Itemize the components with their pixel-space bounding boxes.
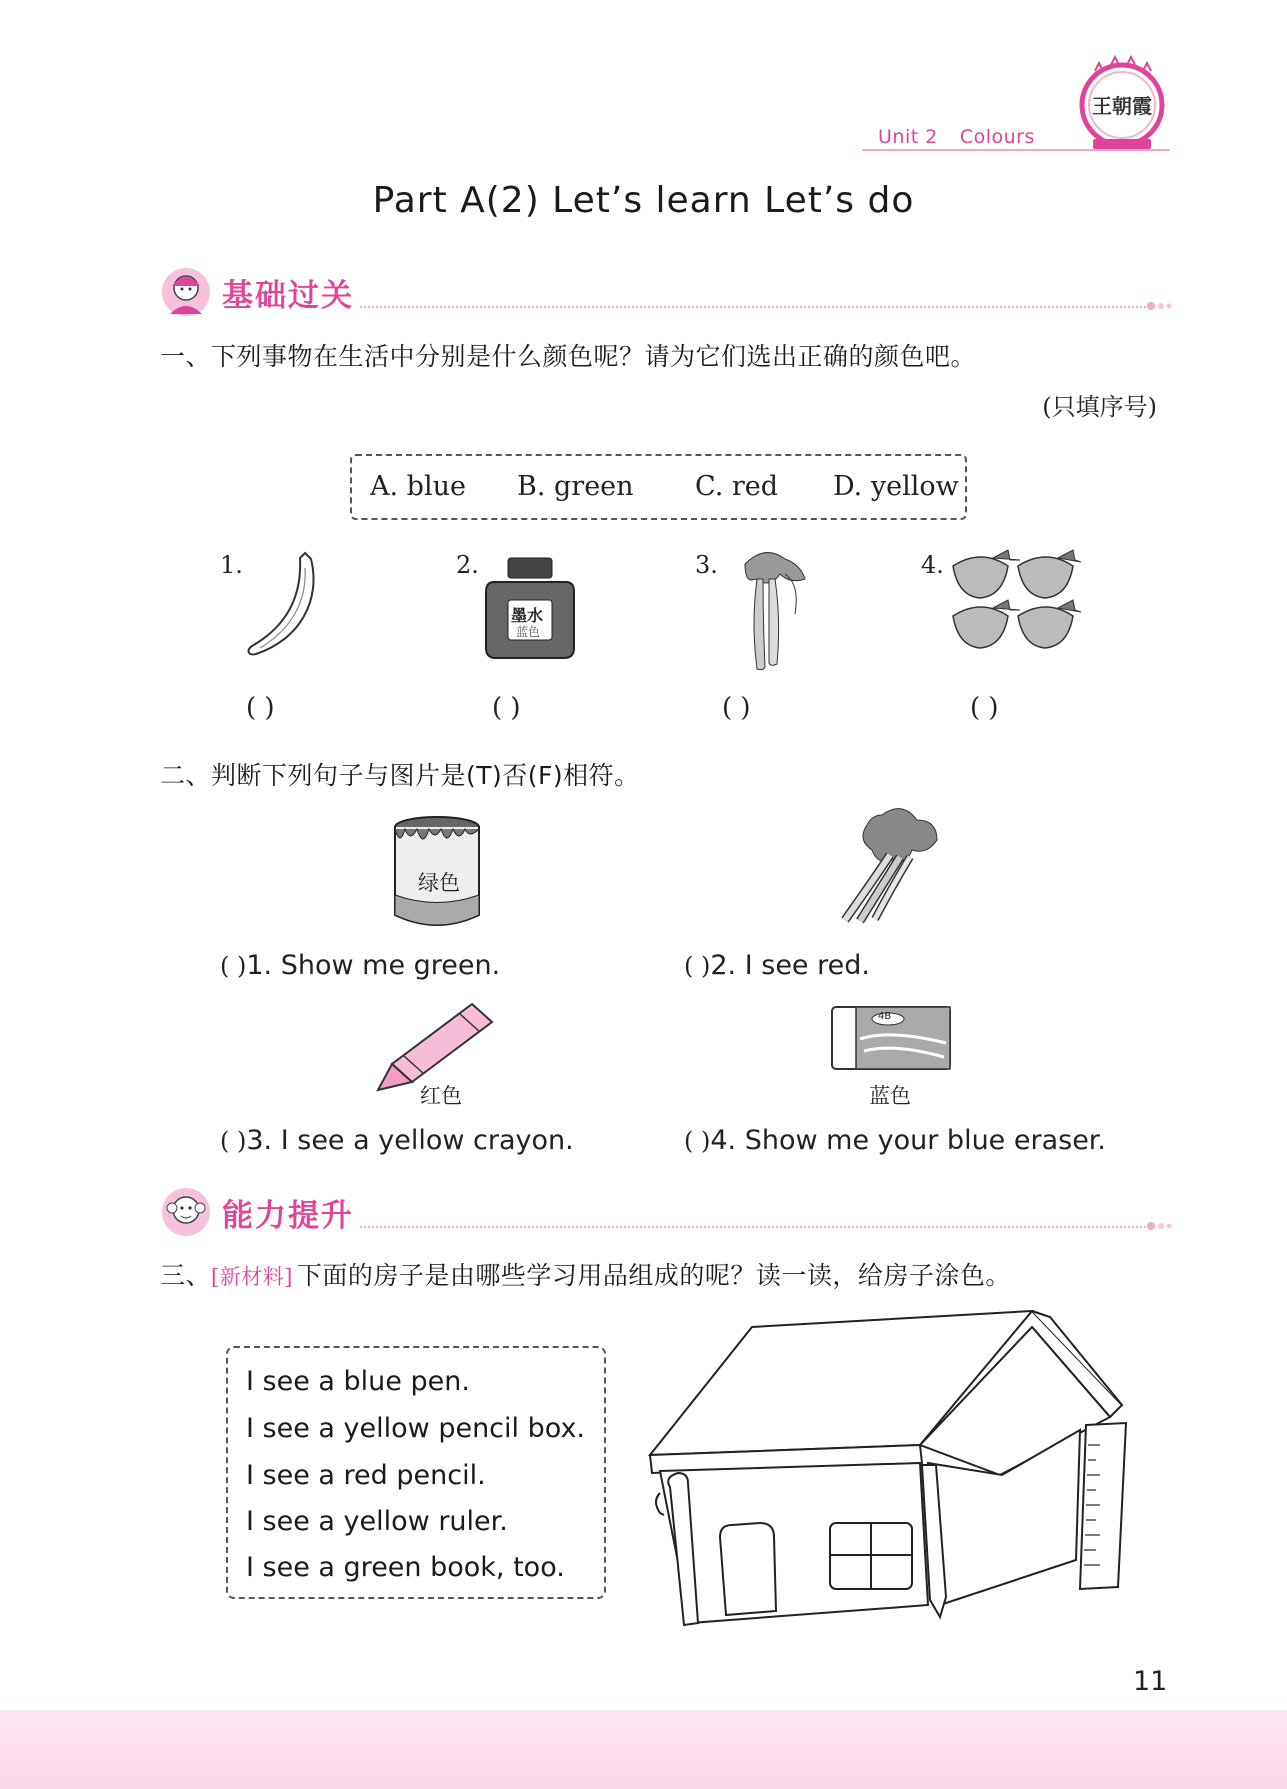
options-box xyxy=(350,454,967,520)
section-title: 能力提升 xyxy=(222,1198,354,1234)
item-3-number: 3. xyxy=(695,551,718,579)
section-basic-heading xyxy=(160,262,1160,322)
question-3-prefix: 三、 xyxy=(160,1261,212,1290)
item-4-answer[interactable]: ( ) xyxy=(970,693,999,723)
tf-item-4-text: 4. Show me your blue eraser. xyxy=(710,1125,1107,1156)
reading-line-5: I see a green book, too. xyxy=(246,1552,565,1583)
tf-item-1-text: 1. Show me green. xyxy=(246,950,501,981)
school-supplies-house-icon[interactable] xyxy=(640,1305,1130,1635)
question-3-text: 下面的房子是由哪些学习用品组成的呢？读一读，给房子涂色。 xyxy=(296,1261,1011,1290)
option-c: C. red xyxy=(695,471,779,502)
section-divider xyxy=(360,306,1150,308)
tf-item-4 xyxy=(684,1125,1106,1156)
item-3-answer[interactable]: ( ) xyxy=(722,693,751,723)
ink-sublabel: 蓝色 xyxy=(516,625,541,639)
tf-item-2-answer[interactable]: ( ) xyxy=(684,952,711,980)
logo-text: 王朝霞 xyxy=(1092,94,1152,118)
item-1-answer[interactable]: ( ) xyxy=(246,693,275,723)
item-2-answer[interactable]: ( ) xyxy=(492,693,521,723)
footer-band xyxy=(0,1710,1287,1789)
decorative-dots-icon xyxy=(1145,1218,1175,1234)
celery-icon xyxy=(832,805,944,925)
tf-item-2-text: 2. I see red. xyxy=(710,950,870,981)
question-1-prompt: 一、下列事物在生活中分别是什么颜色呢？请为它们选出正确的颜色吧。 xyxy=(160,342,977,371)
new-material-tag: [新材料] xyxy=(211,1265,293,1289)
paint-can-icon xyxy=(392,815,482,930)
ink-label: 墨水 xyxy=(511,606,544,625)
eraser-icon xyxy=(830,1005,952,1071)
eraser-label: 蓝色 xyxy=(869,1084,911,1108)
monkey-avatar-icon xyxy=(160,1186,212,1238)
page-number: 11 xyxy=(1133,1666,1168,1697)
tf-item-3-answer[interactable]: ( ) xyxy=(220,1127,247,1155)
crayon-icon xyxy=(374,1000,496,1092)
paint-can-label: 绿色 xyxy=(418,871,460,895)
crayon-label: 红色 xyxy=(420,1084,462,1108)
tf-item-1-answer[interactable]: ( ) xyxy=(220,952,247,980)
reading-line-2: I see a yellow pencil box. xyxy=(246,1413,586,1444)
header-rule xyxy=(862,149,1170,151)
banana-icon xyxy=(245,548,325,658)
reading-box xyxy=(226,1346,606,1599)
cucumber-icon xyxy=(725,544,815,674)
girl-avatar-icon xyxy=(160,266,212,318)
tf-item-4-answer[interactable]: ( ) xyxy=(684,1127,711,1155)
option-d: D. yellow xyxy=(833,471,959,502)
page-title: Part A(2) Let’s learn Let’s do xyxy=(372,180,915,221)
section-title: 基础过关 xyxy=(222,278,354,314)
reading-line-3: I see a red pencil. xyxy=(246,1460,486,1491)
item-2-number: 2. xyxy=(456,551,479,579)
option-a: A. blue xyxy=(370,471,466,502)
option-b: B. green xyxy=(517,471,634,502)
brand-logo-icon xyxy=(1075,55,1170,155)
tf-item-3 xyxy=(220,1125,574,1156)
section-divider xyxy=(360,1226,1150,1228)
reading-line-4: I see a yellow ruler. xyxy=(246,1506,508,1537)
reading-line-1: I see a blue pen. xyxy=(246,1366,470,1397)
section-advanced-heading xyxy=(160,1182,1160,1242)
tf-item-2 xyxy=(684,950,870,981)
tf-item-1 xyxy=(220,950,500,981)
unit-number: Unit 2 xyxy=(878,126,938,148)
eraser-text: 4B xyxy=(878,1011,892,1022)
decorative-dots-icon xyxy=(1145,298,1175,314)
unit-label xyxy=(878,126,1057,148)
question-3-prompt xyxy=(160,1256,1011,1292)
item-4-number: 4. xyxy=(921,551,944,579)
tf-item-3-text: 3. I see a yellow crayon. xyxy=(246,1125,574,1156)
strawberries-icon xyxy=(948,548,1083,653)
question-1-note: (只填序号) xyxy=(1042,393,1157,421)
unit-title: Colours xyxy=(959,126,1035,148)
item-1-number: 1. xyxy=(220,551,243,579)
ink-bottle-icon xyxy=(484,556,576,660)
question-2-prompt: 二、判断下列句子与图片是(T)否(F)相符。 xyxy=(160,761,640,790)
